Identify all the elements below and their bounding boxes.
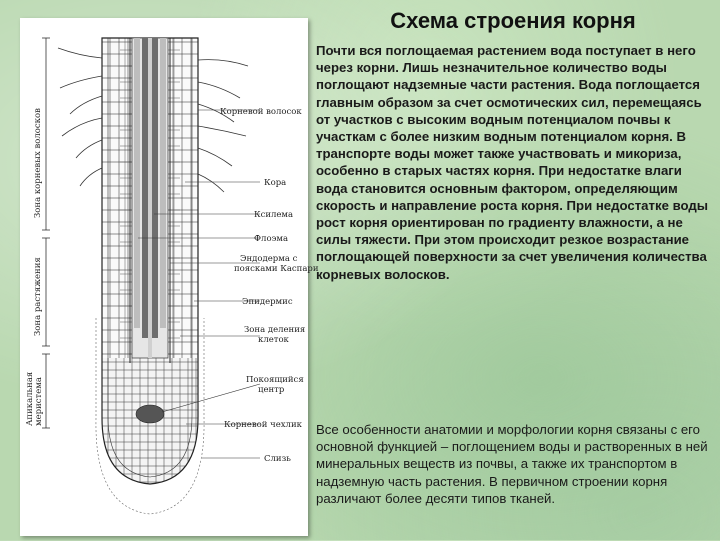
label-endoderm-1: Эндодерма с	[240, 254, 298, 264]
zone-elongation-label: Зона растяжения	[33, 257, 43, 336]
main-paragraph: Почти вся поглощаемая растением вода поступает в него через корни. Лишь незначительное количество воды поглощают надземные части растения. Вода поглощается главным образом за счет осмотических сил, перемещаясь от участков с высоким водным потенциалом почвы к участкам с более низким водным потенциалом корня. В транспорте воды может также участвовать и микориза, особенно в старых частях корня. При недостатке влаги вода становится основным фактором, определяющим скорость и направление роста корня. При недостатке воды рост корня ориентирован по градиенту влажности, а не силы тяжести. При этом происходит резкое возрастание поглощающей поверхности за счет увеличения количества корневых волосков.	[316, 43, 709, 282]
label-phloem: Флоэма	[254, 234, 289, 244]
label-division-2: клеток	[258, 335, 289, 345]
label-mucus: Слизь	[264, 454, 291, 464]
label-endoderm-2: поясками Каспари	[234, 264, 319, 274]
zone-meristem-label-2: меристема	[34, 377, 44, 426]
root-diagram-svg	[20, 18, 319, 536]
zone-brackets	[42, 38, 50, 428]
zone-meristem-label-1: Апикальная	[25, 371, 35, 426]
label-division-1: Зона деления	[244, 325, 306, 335]
label-quiescent-2: центр	[258, 385, 285, 395]
label-epidermis: Эпидермис	[242, 297, 293, 307]
secondary-paragraph: Все особенности анатомии и морфологии корня связаны с его основной функцией – поглощением воды и растворенных в ней минеральных веществ из почвы, а также их транспортом в надземную часть растения. В первичном строении корня различают более десяти типов тканей.	[316, 422, 708, 506]
slide-title: Схема строения корня	[390, 8, 636, 33]
label-quiescent-1: Покоящийся	[246, 375, 304, 385]
zone-root-hairs-label: Зона корневых волосков	[33, 108, 43, 218]
xylem-strand-1	[142, 38, 148, 338]
label-root-cap: Корневой чехлик	[224, 420, 302, 430]
label-xylem: Ксилема	[254, 210, 294, 220]
stele-core	[148, 38, 152, 358]
xylem-strand-2	[152, 38, 158, 338]
root-structure-diagram	[20, 18, 319, 536]
label-root-hair: Корневой волосок	[220, 107, 302, 117]
phloem-strand-2	[160, 38, 166, 328]
phloem-strand-1	[134, 38, 140, 328]
quiescent-center	[136, 405, 164, 423]
label-cortex: Кора	[264, 178, 287, 188]
